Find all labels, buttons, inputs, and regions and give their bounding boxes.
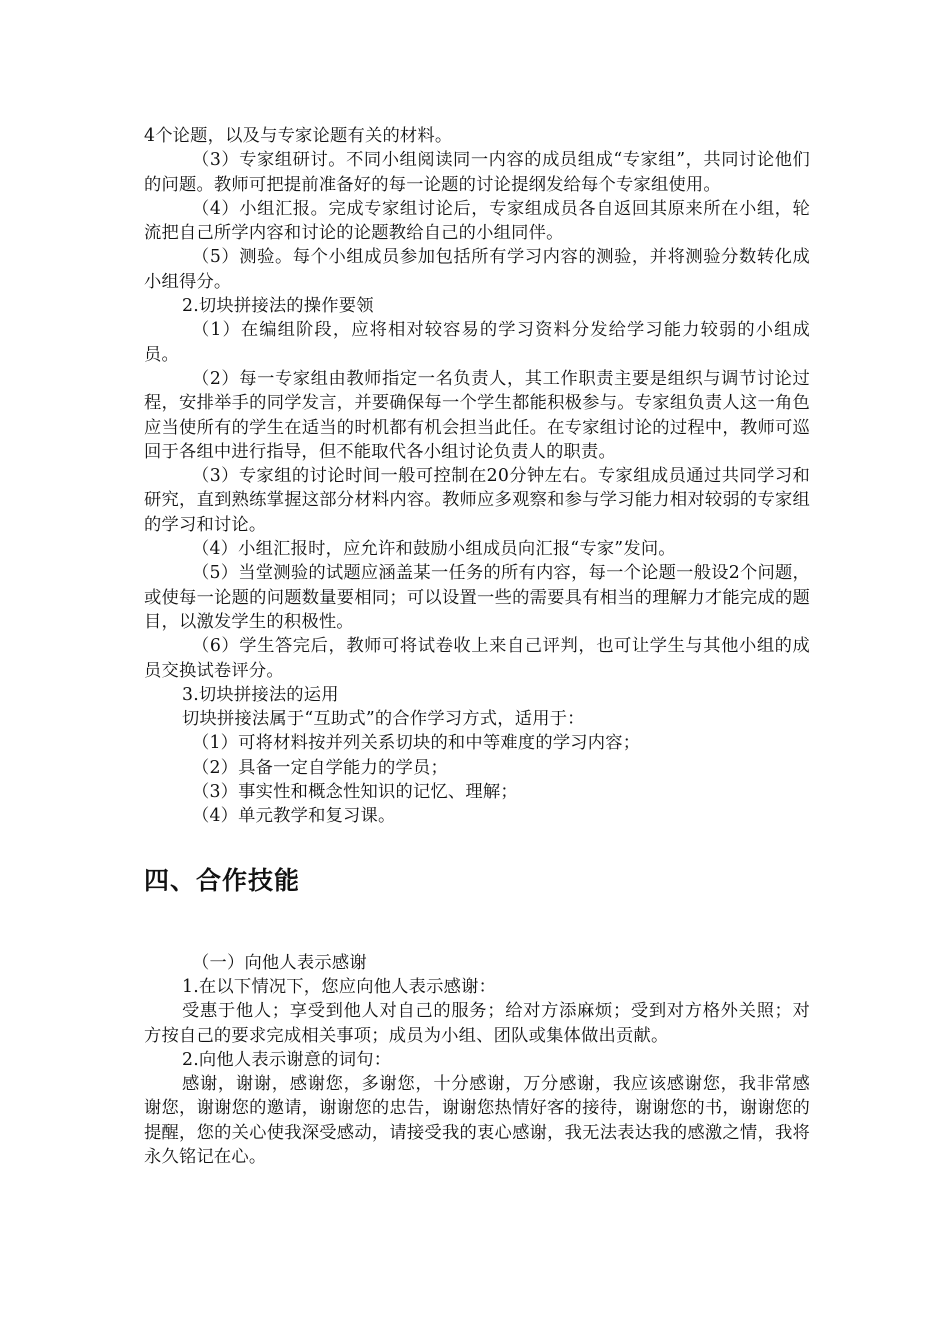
paragraph: （一）向他人表示感谢 xyxy=(192,952,367,973)
paragraph: （5）测验。每个小组成员参加包括所有学习内容的测验，并将测验分数转化成小组得分。 xyxy=(144,247,810,292)
paragraph: 3.切块拼接法的运用 xyxy=(182,684,339,705)
paragraph: 4个论题，以及与专家论题有关的材料。 xyxy=(144,126,453,146)
paragraph: （2）具备一定自学能力的学员； xyxy=(192,757,448,778)
section-heading: 四、合作技能 xyxy=(144,865,301,895)
body-text-part2 xyxy=(144,951,810,1170)
paragraph: （4）单元教学和复习课。 xyxy=(192,806,396,827)
paragraph: 切块拼接法属于“互助式”的合作学习方式，适用于： xyxy=(182,709,585,730)
paragraph: （5）当堂测验的试题应涵盖某一任务的所有内容，每一个论题一般设2个问题，或使每一论题的问题数量要相同；可以设置一些的需要具有相当的理解力才能完成的题目，以激发学生的积极性。 xyxy=(144,563,810,632)
body-text-part1 xyxy=(144,124,810,829)
paragraph: 1.在以下情况下，您应向他人表示感谢： xyxy=(182,976,497,997)
paragraph: （2）每一专家组由教师指定一名负责人，其工作职责主要是组织与调节讨论过程，安排举手的同学发言，并要确保每一个学生都能积极参与。专家组负责人这一角色应当使所有的学生在适当的时机都有机会担当此任。在专家组讨论的过程中，教师可巡回于各组中进行指导，但不能取代各小组讨论负责人的职责。 xyxy=(144,368,810,462)
paragraph: （4）小组汇报。完成专家组讨论后，专家组成员各自返回其原来所在小组，轮流把自己所学内容和讨论的论题教给自己的小组同伴。 xyxy=(144,198,810,244)
paragraph: （1）在编组阶段，应将相对较容易的学习资料分发给学习能力较弱的小组成员。 xyxy=(144,320,810,365)
document-page xyxy=(144,124,810,1169)
paragraph: （4）小组汇报时，应允许和鼓励小组成员向汇报“专家”发问。 xyxy=(192,539,676,560)
paragraph: 2.向他人表示谢意的词句： xyxy=(182,1049,392,1070)
paragraph: （3）专家组研讨。不同小组阅读同一内容的成员组成“专家组”，共同讨论他们的问题。教师可把提前准备好的每一论题的讨论提纲发给每个专家组使用。 xyxy=(144,150,810,195)
paragraph: 感谢，谢谢，感谢您，多谢您，十分感谢，万分感谢，我应该感谢您，我非常感谢您，谢谢您的邀请，谢谢您的忠告，谢谢您热情好客的接待，谢谢您的书，谢谢您的提醒，您的关心使我深受感动，请接受我的衷心感谢，我无法表达我的感激之情，我将永久铭记在心。 xyxy=(144,1074,810,1167)
paragraph: （6）学生答完后，教师可将试卷收上来自己评判，也可让学生与其他小组的成员交换试卷评分。 xyxy=(144,636,810,681)
paragraph: 2.切块拼接法的操作要领 xyxy=(182,296,374,317)
paragraph: （3）事实性和概念性知识的记忆、理解； xyxy=(192,782,518,803)
heading-spacer xyxy=(144,899,810,951)
paragraph: （1）可将材料按并列关系切块的和中等难度的学习内容； xyxy=(192,733,641,754)
paragraph: （3）专家组的讨论时间一般可控制在20分钟左右。专家组成员通过共同学习和研究，直到熟练掌握这部分材料内容。教师应多观察和参与学习能力相对较弱的专家组的学习和讨论。 xyxy=(144,466,810,535)
paragraph: 受惠于他人；享受到他人对自己的服务；给对方添麻烦；受到对方格外关照；对方按自己的要求完成相关事项；成员为小组、团队或集体做出贡献。 xyxy=(144,1001,810,1046)
